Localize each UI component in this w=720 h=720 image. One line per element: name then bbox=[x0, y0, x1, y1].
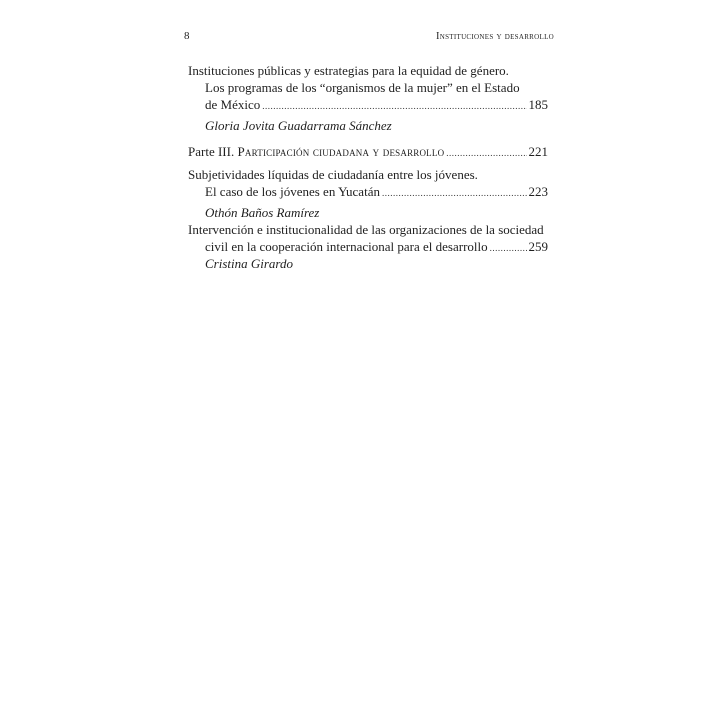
toc-entry-title-line: Los programas de los “organismos de la mujer” en el Estado bbox=[205, 80, 520, 95]
part-prefix: Parte III. bbox=[188, 144, 235, 159]
toc-entry bbox=[188, 166, 548, 221]
toc-entry-leader-line bbox=[188, 96, 548, 113]
toc-entry-title-line: El caso de los jóvenes en Yucatán bbox=[205, 184, 380, 199]
toc-page-number: 221 bbox=[528, 144, 548, 159]
toc-entry-leader-line bbox=[188, 143, 548, 160]
toc-page-number: 185 bbox=[528, 97, 548, 112]
toc-entry-title-line: de México bbox=[205, 97, 261, 112]
toc-part-heading bbox=[188, 143, 548, 160]
dot-leader bbox=[490, 238, 527, 257]
toc-entry-leader-line bbox=[188, 238, 548, 255]
running-head bbox=[184, 30, 554, 46]
toc-entry-author: Cristina Girardo bbox=[205, 256, 294, 271]
toc-entry-title-line: Subjetividades líquidas de ciudadanía entre los jóvenes. bbox=[188, 167, 478, 182]
toc-entry-title-line: Intervención e institucionalidad de las organizaciones de la sociedad bbox=[188, 222, 544, 237]
dot-leader bbox=[382, 183, 527, 202]
dot-leader bbox=[262, 96, 526, 115]
page-number: 8 bbox=[184, 30, 190, 42]
dot-leader bbox=[446, 143, 526, 162]
toc-entry-author: Othón Baños Ramírez bbox=[205, 205, 320, 220]
part-title: Participación ciudadana y desarrollo bbox=[237, 144, 445, 159]
toc-page-number: 223 bbox=[528, 184, 548, 199]
toc-entry-title-line: Instituciones públicas y estrategias para la equidad de género. bbox=[188, 63, 509, 78]
toc-page-number: 259 bbox=[528, 239, 548, 254]
toc-entry-leader-line bbox=[188, 183, 548, 200]
toc-entry bbox=[188, 221, 548, 272]
toc-entry bbox=[188, 62, 548, 134]
toc-entry-author: Gloria Jovita Guadarrama Sánchez bbox=[205, 118, 392, 133]
toc-entry-title-line: civil en la cooperación internacional para el desarrollo bbox=[205, 239, 488, 254]
running-title: Instituciones y desarrollo bbox=[435, 31, 554, 42]
